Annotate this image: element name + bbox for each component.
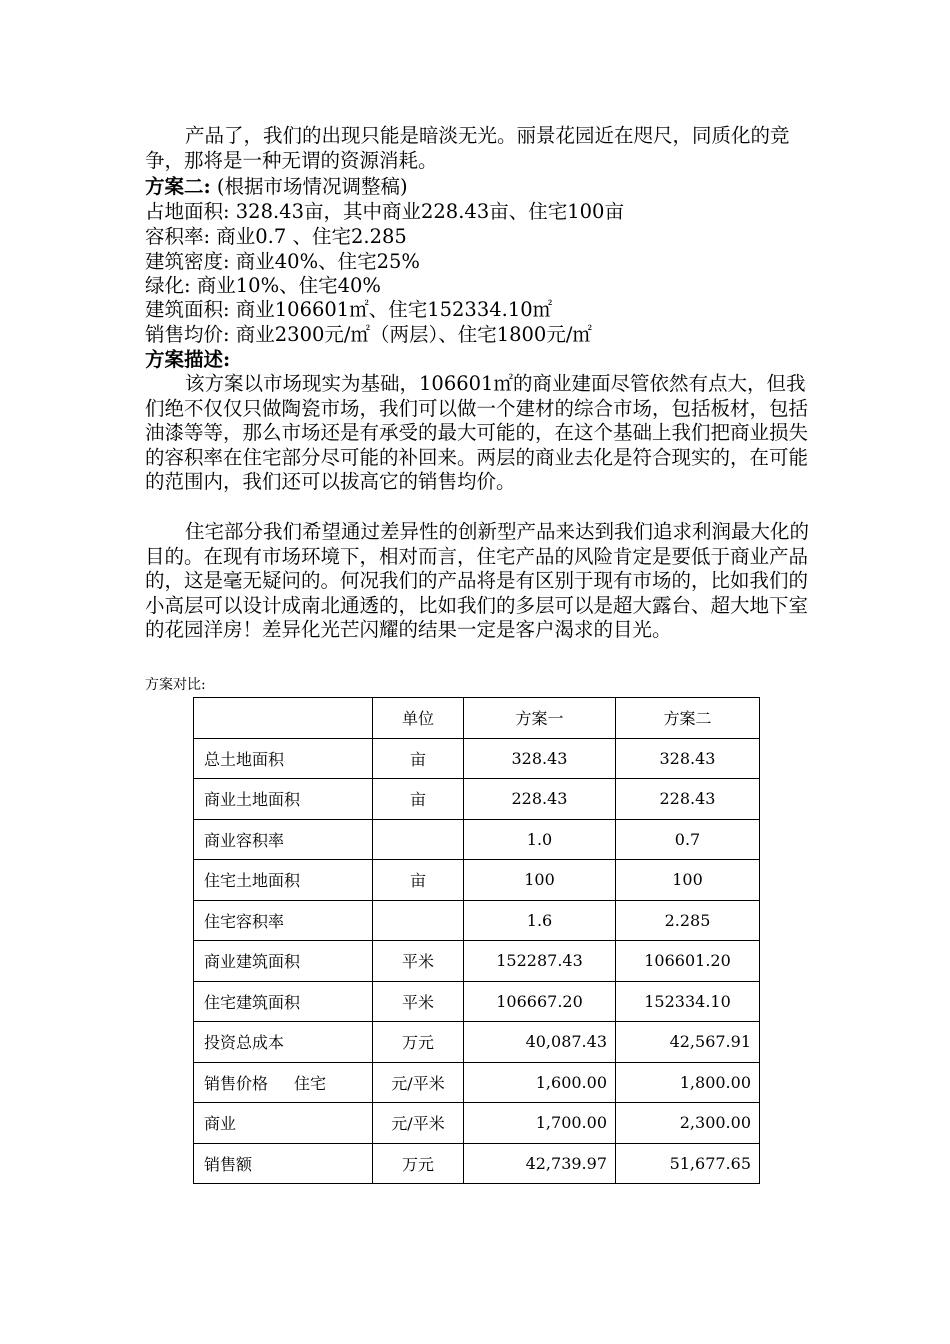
plan2-heading bbox=[145, 175, 408, 199]
row-plan1-value: 1.0 bbox=[464, 819, 616, 860]
header-cell-unit: 单位 bbox=[373, 698, 464, 739]
table-row bbox=[194, 900, 760, 941]
row-plan2-value: 1,800.00 bbox=[616, 1062, 760, 1103]
row-unit: 亩 bbox=[373, 860, 464, 901]
row-plan1-value: 106667.20 bbox=[464, 981, 616, 1022]
table-row bbox=[194, 1022, 760, 1063]
table-row bbox=[194, 819, 760, 860]
row-plan2-value: 328.43 bbox=[616, 738, 760, 779]
header-cell-plan1: 方案一 bbox=[464, 698, 616, 739]
row-unit: 亩 bbox=[373, 779, 464, 820]
spec-line-density: 建筑密度: 商业40%、住宅25% bbox=[145, 250, 420, 273]
plan2-title: 方案二: bbox=[145, 175, 211, 198]
row-label bbox=[194, 1062, 373, 1103]
row-unit: 万元 bbox=[373, 1022, 464, 1063]
plan2-note: (根据市场情况调整稿) bbox=[216, 175, 408, 198]
row-unit: 亩 bbox=[373, 738, 464, 779]
table-row bbox=[194, 738, 760, 779]
header-cell-blank bbox=[194, 698, 373, 739]
row-label: 商业建筑面积 bbox=[194, 941, 373, 982]
spec-line-green: 绿化: 商业10%、住宅40% bbox=[145, 274, 381, 297]
table-row bbox=[194, 779, 760, 820]
table-caption: 方案对比: bbox=[145, 677, 206, 693]
table-row bbox=[194, 1143, 760, 1184]
row-label: 总土地面积 bbox=[194, 738, 373, 779]
row-unit bbox=[373, 900, 464, 941]
row-plan2-value: 100 bbox=[616, 860, 760, 901]
table-row bbox=[194, 1103, 760, 1144]
table-row bbox=[194, 941, 760, 982]
row-label: 销售额 bbox=[194, 1143, 373, 1184]
row-plan1-value: 328.43 bbox=[464, 738, 616, 779]
spec-line-avg-price: 销售均价: 商业2300元/㎡（两层）、住宅1800元/㎡ bbox=[145, 323, 592, 346]
row-unit: 平米 bbox=[373, 941, 464, 982]
row-label: 商业 bbox=[194, 1103, 373, 1144]
table-row bbox=[194, 981, 760, 1022]
row-plan2-value: 0.7 bbox=[616, 819, 760, 860]
spec-line-plot-ratio: 容积率: 商业0.7 、住宅2.285 bbox=[145, 225, 407, 248]
row-label: 住宅土地面积 bbox=[194, 860, 373, 901]
spec-line-floor-area: 建筑面积: 商业106601㎡、住宅152334.10㎡ bbox=[145, 298, 553, 321]
row-label: 住宅建筑面积 bbox=[194, 981, 373, 1022]
paragraph-description-2: 住宅部分我们希望通过差异性的创新型产品来达到我们追求利润最大化的目的。在现有市场环境下，相对而言，住宅产品的风险肯定是要低于商业产品的，这是毫无疑问的。何况我们的产品将是有区别于现有市场的，比如我们的小高层可以设计成南北通透的，比如我们的多层可以是超大露台、超大地下室的花园洋房！差异化光芒闪耀的结果一定是客户渴求的目光。 bbox=[145, 520, 810, 641]
row-plan2-value: 2.285 bbox=[616, 900, 760, 941]
row-plan1-value: 100 bbox=[464, 860, 616, 901]
row-label: 商业容积率 bbox=[194, 819, 373, 860]
paragraph-description-1: 该方案以市场现实为基础，106601㎡的商业建面尽管依然有点大，但我们绝不仅仅只做陶瓷市场，我们可以做一个建材的综合市场，包括板材，包括油漆等等，那么市场还是有承受的最大可能的，在这个基础上我们把商业损失的容积率在住宅部分尽可能的补回来。两层的商业去化是符合现实的，在可能的范围内，我们还可以拔高它的销售均价。 bbox=[145, 372, 809, 493]
row-plan1-value: 152287.43 bbox=[464, 941, 616, 982]
row-plan2-value: 152334.10 bbox=[616, 981, 760, 1022]
paragraph-intro: 产品了，我们的出现只能是暗淡无光。丽景花园近在咫尺，同质化的竞争，那将是一种无谓的资源消耗。 bbox=[145, 124, 790, 172]
comparison-table bbox=[193, 697, 760, 1184]
row-plan2-value: 2,300.00 bbox=[616, 1103, 760, 1144]
table-row bbox=[194, 1062, 760, 1103]
row-sublabel: 住宅 bbox=[294, 1073, 327, 1093]
row-unit: 元/平米 bbox=[373, 1062, 464, 1103]
row-label: 投资总成本 bbox=[194, 1022, 373, 1063]
row-plan1-value: 40,087.43 bbox=[464, 1022, 616, 1063]
row-plan1-value: 1.6 bbox=[464, 900, 616, 941]
description-title: 方案描述: bbox=[145, 348, 231, 371]
row-plan2-value: 106601.20 bbox=[616, 941, 760, 982]
row-plan1-value: 42,739.97 bbox=[464, 1143, 616, 1184]
row-label-text: 销售价格 bbox=[204, 1073, 269, 1093]
row-plan1-value: 1,600.00 bbox=[464, 1062, 616, 1103]
row-plan2-value: 51,677.65 bbox=[616, 1143, 760, 1184]
header-cell-plan2: 方案二 bbox=[616, 698, 760, 739]
row-plan1-value: 1,700.00 bbox=[464, 1103, 616, 1144]
row-plan2-value: 228.43 bbox=[616, 779, 760, 820]
row-label: 商业土地面积 bbox=[194, 779, 373, 820]
table-row bbox=[194, 860, 760, 901]
table-header-row bbox=[194, 698, 760, 739]
row-unit bbox=[373, 819, 464, 860]
row-label: 住宅容积率 bbox=[194, 900, 373, 941]
row-unit: 元/平米 bbox=[373, 1103, 464, 1144]
spec-line-land-area: 占地面积: 328.43亩，其中商业228.43亩、住宅100亩 bbox=[145, 200, 624, 223]
row-unit: 万元 bbox=[373, 1143, 464, 1184]
row-unit: 平米 bbox=[373, 981, 464, 1022]
row-plan2-value: 42,567.91 bbox=[616, 1022, 760, 1063]
row-plan1-value: 228.43 bbox=[464, 779, 616, 820]
